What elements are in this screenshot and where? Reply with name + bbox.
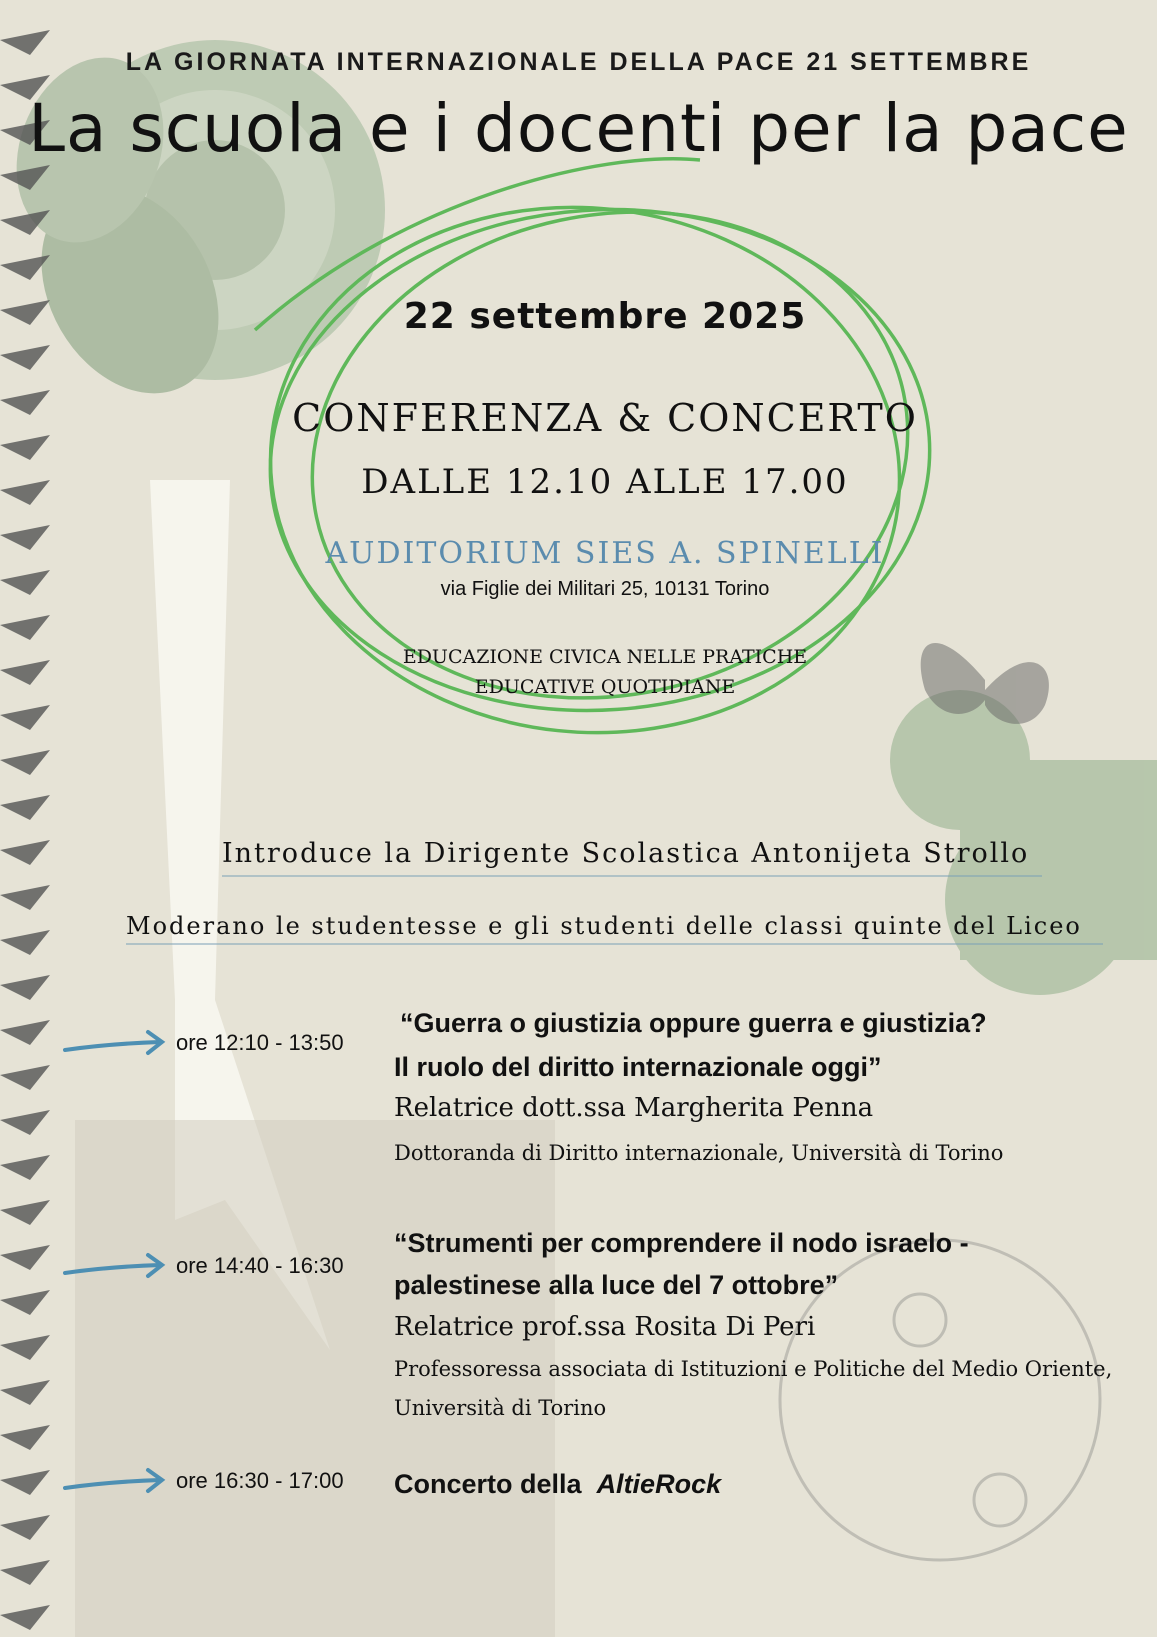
introduction-text: Introduce la Dirigente Scolastica Antonijeta Strollo [222, 838, 1030, 869]
event-theme-line: EDUCAZIONE CIVICA NELLE PRATICHE [402, 646, 808, 668]
session-title: “Guerra o giustizia oppure guerra e giustizia? [400, 1008, 987, 1038]
venue-name: AUDITORIUM SIES A. SPINELLI [325, 536, 885, 571]
top-heading: LA GIORNATA INTERNAZIONALE DELLA PACE 21 SETTEMBRE [125, 48, 1032, 76]
session-speaker: Relatrice prof.ssa Rosita Di Peri [394, 1312, 816, 1342]
event-theme-line: EDUCATIVE QUOTIDIANE [474, 676, 736, 698]
session-time: ore 16:30 - 17:00 [176, 1468, 344, 1493]
session-time: ore 14:40 - 16:30 [176, 1253, 344, 1278]
session-affiliation: Dottoranda di Diritto internazionale, Università di Torino [394, 1141, 1004, 1165]
session-title: Il ruolo del diritto internazionale oggi” [394, 1052, 882, 1082]
session-speaker: Relatrice dott.ssa Margherita Penna [394, 1093, 874, 1123]
event-date: 22 settembre 2025 [403, 296, 807, 337]
moderators-text: Moderano le studentesse e gli studenti delle classi quinte del Liceo [126, 912, 1082, 940]
session-title: “Strumenti per comprendere il nodo israelo - [394, 1228, 969, 1258]
session-affiliation: Università di Torino [394, 1396, 607, 1420]
event-kind: CONFERENZA & CONCERTO [292, 396, 918, 440]
concert-prefix: Concerto della [394, 1469, 582, 1499]
session-title: palestinese alla luce del 7 ottobre” [394, 1270, 839, 1300]
session-time: ore 12:10 - 13:50 [176, 1030, 344, 1055]
event-time: DALLE 12.10 ALLE 17.00 [361, 462, 849, 502]
concert-title [394, 1463, 721, 1506]
venue-address: via Figlie dei Militari 25, 10131 Torino [440, 578, 770, 600]
band-name: AltieRock [596, 1469, 722, 1499]
session-affiliation: Professoressa associata di Istituzioni e Politiche del Medio Oriente, [394, 1357, 1113, 1381]
page-title: La scuola e i docenti per la pace [28, 90, 1129, 167]
